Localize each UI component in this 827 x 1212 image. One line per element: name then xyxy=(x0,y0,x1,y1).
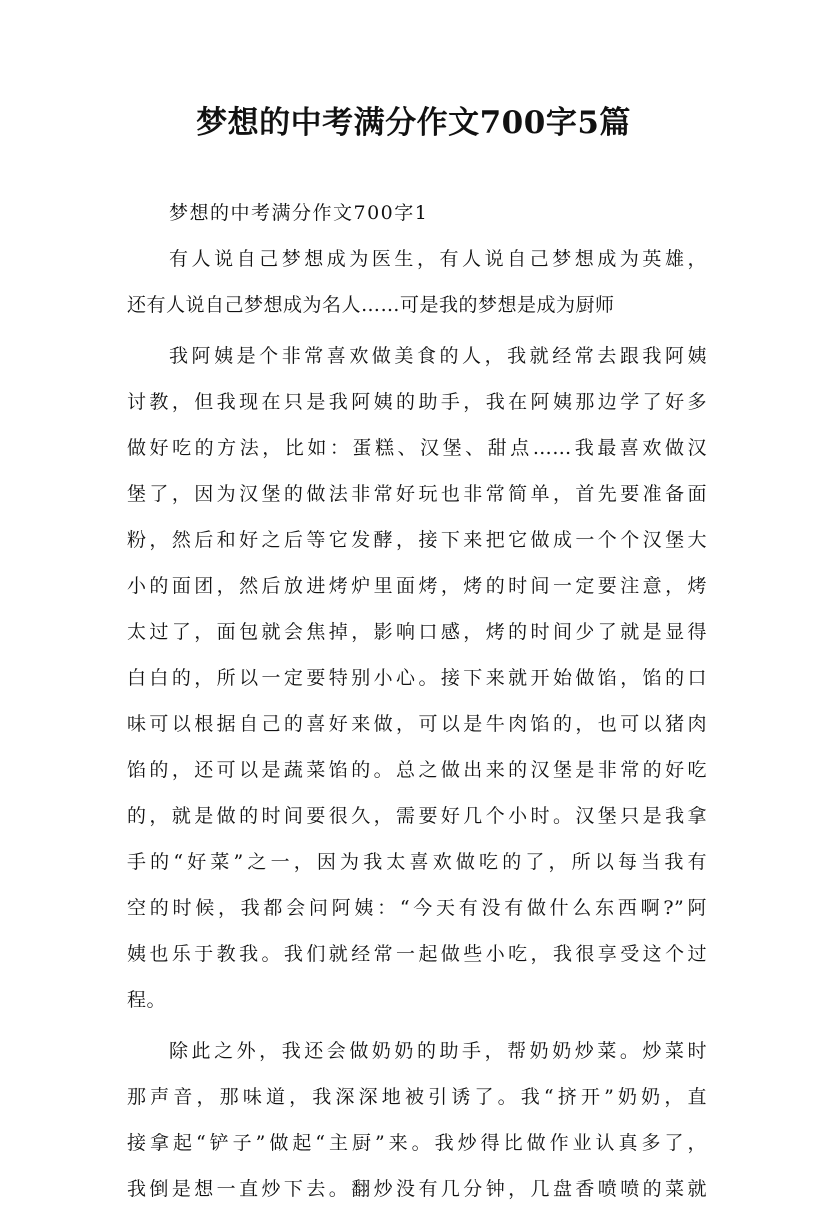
paragraph-line: 堡了，因为汉堡的做法非常好玩也非常简单，首先要准备面 xyxy=(127,483,707,505)
paragraph-line: 我阿姨是个非常喜欢做美食的人，我就经常去跟我阿姨 xyxy=(169,345,707,367)
paragraph-line: 姨也乐于教我。我们就经常一起做些小吃，我很享受这个过 xyxy=(127,943,707,965)
paragraph-1 xyxy=(127,236,707,328)
paragraph-line: 馅的，还可以是蔬菜馅的。总之做出来的汉堡是非常的好吃 xyxy=(127,759,707,781)
paragraph-line: 我倒是想一直炒下去。翻炒没有几分钟，几盘香喷喷的菜就 xyxy=(127,1178,707,1200)
paragraph-line: 粉，然后和好之后等它发酵，接下来把它做成一个个汉堡大 xyxy=(127,529,707,551)
paragraph-line: 讨教，但我现在只是我阿姨的助手，我在阿姨那边学了好多 xyxy=(127,391,707,413)
paragraph-line: 的，就是做的时间要很久，需要好几个小时。汉堡只是我拿 xyxy=(127,805,707,827)
paragraph-line: 做好吃的方法，比如：蛋糕、汉堡、甜点……我最喜欢做汉 xyxy=(127,437,707,459)
paragraph-line: 手的“好菜”之一，因为我太喜欢做吃的了，所以每当我有 xyxy=(127,851,707,873)
paragraph-line: 小的面团，然后放进烤炉里面烤，烤的时间一定要注意，烤 xyxy=(127,575,707,597)
paragraph-line: 那声音，那味道，我深深地被引诱了。我“挤开”奶奶，直 xyxy=(127,1086,707,1108)
paragraph-2 xyxy=(127,333,707,1023)
paragraph-line: 白白的，所以一定要特别小心。接下来就开始做馅，馅的口 xyxy=(127,667,707,689)
document-title: 梦想的中考满分作文700字5篇 xyxy=(196,105,631,141)
paragraph-line: 除此之外，我还会做奶奶的助手，帮奶奶炒菜。炒菜时 xyxy=(169,1040,707,1062)
paragraph-line: 味可以根据自己的喜好来做，可以是牛肉馅的，也可以猪肉 xyxy=(127,713,707,735)
paragraph-3 xyxy=(127,1028,707,1212)
paragraph-line: 有人说自己梦想成为医生，有人说自己梦想成为英雄， xyxy=(169,248,707,270)
paragraph-line: 还有人说自己梦想成为名人……可是我的梦想是成为厨师 xyxy=(127,294,615,316)
paragraph-line: 程。 xyxy=(127,989,167,1011)
paragraph-line: 空的时候，我都会问阿姨：“今天有没有做什么东西啊?”阿 xyxy=(127,897,707,919)
paragraph-line: 太过了，面包就会焦掉，影响口感，烤的时间少了就是显得 xyxy=(127,621,707,643)
document-body xyxy=(127,190,707,1212)
paragraph-line: 接拿起“铲子”做起“主厨”来。我炒得比做作业认真多了， xyxy=(127,1132,707,1154)
section-subtitle: 梦想的中考满分作文700字1 xyxy=(169,202,429,224)
